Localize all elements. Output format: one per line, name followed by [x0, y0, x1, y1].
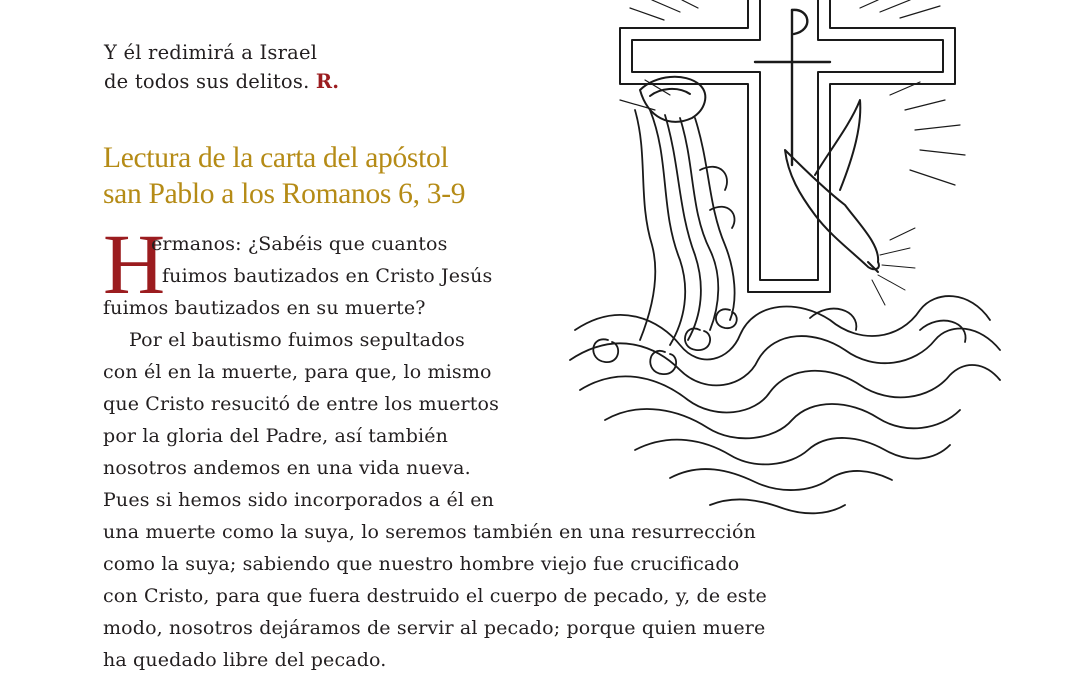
body-line: que Cristo resucitó de entre los muertos: [103, 393, 500, 415]
water-stream-icon: [635, 110, 735, 345]
body-line: por la gloria del Padre, así también: [103, 425, 449, 447]
body-line: con Cristo, para que fuera destruido el cuerpo de pecado, y, de este: [103, 585, 767, 607]
dove-icon: [785, 100, 915, 305]
waves-icon: [570, 296, 1000, 513]
psalm-verse: [104, 38, 339, 96]
body-line: fuimos bautizados en su muerte?: [103, 297, 426, 319]
heading-line-1: Lectura de la carta del apóstol: [103, 142, 449, 174]
psalm-line-2-text: de todos sus delitos.: [104, 70, 310, 93]
body-line: Pues si hemos sido incorporados a él en: [103, 489, 495, 511]
body-line: nosotros andemos en una vida nueva.: [103, 457, 471, 479]
body-line: una muerte como la suya, lo seremos también en una resurrección: [103, 521, 756, 543]
response-marker: R.: [315, 70, 340, 93]
body-line: con él en la muerte, para que, lo mismo: [103, 361, 492, 383]
body-line: ermanos: ¿Sabéis que cuantos: [151, 233, 448, 255]
body-line: modo, nosotros dejáramos de servir al pecado; porque quien muere: [103, 617, 766, 639]
baptism-illustration: [560, 0, 1010, 520]
reading-heading: [103, 140, 465, 212]
body-line: fuimos bautizados en Cristo Jesús: [162, 265, 493, 287]
psalm-line-1: Y él redimirá a Israel: [104, 41, 318, 64]
heading-line-2: san Pablo a los Romanos 6, 3-9: [103, 178, 466, 210]
psalm-line-2: [104, 67, 339, 96]
body-line: ha quedado libre del pecado.: [103, 649, 387, 671]
body-line: Por el bautismo fuimos sepultados: [129, 329, 465, 351]
drop-cap: H: [103, 216, 166, 312]
body-line: como la suya; sabiendo que nuestro hombre viejo fue crucificado: [103, 553, 740, 575]
